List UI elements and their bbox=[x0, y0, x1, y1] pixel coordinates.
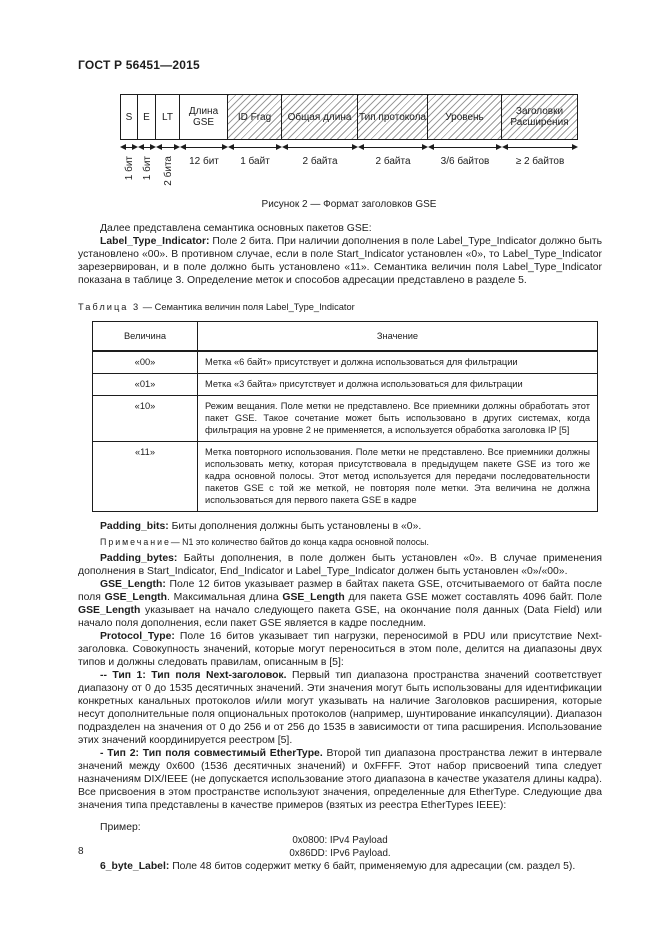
value-cell: «10» bbox=[93, 396, 198, 442]
figure-size-label: 12 бит bbox=[189, 156, 219, 167]
figure-caption: Рисунок 2 — Формат заголовков GSE bbox=[261, 199, 437, 210]
figure-cell bbox=[358, 94, 428, 140]
dimension-line bbox=[284, 147, 356, 148]
table3-body bbox=[93, 351, 598, 512]
value-cell: «01» bbox=[93, 374, 198, 396]
figure-size-label: 2 бита bbox=[163, 156, 174, 186]
dimension-line bbox=[504, 147, 576, 148]
figure-cell bbox=[228, 94, 282, 140]
dimension-line bbox=[182, 147, 226, 148]
figure-dims-row bbox=[120, 143, 578, 152]
figure-cell-label: Длина GSE bbox=[188, 106, 219, 128]
example-line-2: 0x86DD: IPv6 Payload. bbox=[289, 848, 391, 860]
example-line-1: 0x0800: IPv4 Payload bbox=[292, 835, 388, 847]
page-content bbox=[78, 58, 602, 873]
dimension-arrow bbox=[228, 143, 282, 152]
para-protocol-type: Protocol_Type: Поле 16 битов указывает тип нагрузки, переносимой в PDU или присутствие Next-заголовка. Совокупность значений, которые могут переноситься в этом поле, делится на диапазоны двух типов и должны следовать правилам, описанным в [5]: bbox=[78, 631, 602, 669]
figure-size-label: 3/6 байтов bbox=[440, 156, 490, 167]
figure-size-label: ≥ 2 байтов bbox=[515, 156, 565, 167]
table-row bbox=[93, 442, 598, 512]
dimension-arrow bbox=[282, 143, 358, 152]
page-number: 8 bbox=[78, 846, 84, 857]
para-gse-length: GSE_Length: Поле 12 битов указывает размер в байтах пакета GSE, отсчитываемого от байта после поля GSE_Length. Максимальная длина GSE_Length для пакета GSE может составлять 4096 байт. Поле GSE_Length указывает на начало следующего пакета GSE, на окончание поля данных (Data Field) или начало поля дополнения, если пакет GSE является в кадре последним. bbox=[78, 579, 602, 630]
figure-cell bbox=[282, 94, 358, 140]
figure-cell bbox=[156, 94, 180, 140]
arrowhead-right-icon bbox=[572, 144, 578, 150]
dimension-line bbox=[360, 147, 426, 148]
figure-cell-label: Заголовки Расширения bbox=[510, 106, 569, 128]
figure-gse-header-format bbox=[120, 94, 578, 210]
meaning-cell: Метка «3 байта» присутствует и должна использоваться для фильтрации bbox=[198, 374, 598, 396]
para-type-1: -- Тип 1: Тип поля Next-заголовок. Первый тип диапазона пространства значений соответствует диапазону от 0 до 1535 десятичных значений. Эти значения могут быть использованы для идентификации конкретных канальных протоколов и/или могут указывать на наличие Заголовков расширения, которые несут дополнительные поля опциональных протоколов (например, шунтирование инкапсуляции). Диапазон подразделен на значения от 0 до 256 и от 256 до 1535 в зависимости от типа расширения. Использование этих значений координируется реестром [5]. bbox=[78, 670, 602, 747]
figure-cell bbox=[138, 94, 156, 140]
figure-cell bbox=[120, 94, 138, 140]
figure-size-label: 1 бит bbox=[124, 156, 135, 181]
meaning-cell: Метка повторного использования. Поле метки не представлено. Все приемники должны использовать метку, которая присутствовала в предыдущем пакете GSE из того же кадра основной полосы. Этот метод используется для передачи последовательности пакетов GSE с той же меткой, не повторяя поле метки. Эта величина не должна использоваться для первого пакета GSE в кадре bbox=[198, 442, 598, 512]
example-label: Пример: bbox=[100, 822, 141, 834]
figure-cell-label: E bbox=[143, 111, 150, 123]
para-padding-bits: Padding_bits: Биты дополнения должны быть установлены в «0». bbox=[100, 521, 422, 533]
figure-size-label: 2 байта bbox=[302, 156, 338, 167]
value-cell: «11» bbox=[93, 442, 198, 512]
dimension-arrow bbox=[358, 143, 428, 152]
note: Примечание— N1 это количество байтов до конца кадра основной полосы. bbox=[100, 537, 429, 548]
table3 bbox=[92, 321, 598, 512]
table-row bbox=[93, 351, 598, 374]
figure-cell-label: ID Frag bbox=[237, 111, 272, 123]
dimension-arrow bbox=[428, 143, 502, 152]
para-label-type-indicator: Label_Type_Indicator: Поле 2 бита. При наличии дополнения в поле Label_Type_Indicator должно быть установлено «00». В противном случае, если в поле Start_Indicator установлен «0», то Label_Type_Indicator зарезервирован, и в поле должно быть установлено «11». Семантика величин поля Label_Type_Indicator показана в таблице 3. Определение меток и способов адресации представлено в разделе 5. bbox=[78, 236, 602, 286]
figure-cell bbox=[180, 94, 228, 140]
value-cell: «00» bbox=[93, 351, 198, 374]
paras-top bbox=[78, 222, 602, 287]
figure-size-label: 1 байт bbox=[240, 156, 270, 167]
column-header-value: Величина bbox=[93, 322, 198, 352]
para-intro: Далее представлена семантика основных пакетов GSE: bbox=[100, 223, 372, 234]
figure-cell bbox=[502, 94, 578, 140]
figure-cell-label: Уровень bbox=[445, 111, 484, 123]
figure-cell-label: LT bbox=[162, 111, 173, 123]
para-type-2: - Тип 2: Тип поля совместимый EtherType. Второй тип диапазона пространства лежит в интервале значений между 0x600 (1536 десятичных значений) и 0xFFFF. Этот набор присвоений типа следует назначениям DIX/IEEE (не допускается использование этого диапазона в качестве указателя длины кадра). Все присвоения в этом пространстве используют значения, определенные для EtherType. Следующие два значения типа представлены в качестве примеров (взятых из реестра EtherTypes IEEE): bbox=[78, 748, 603, 812]
para-padding-bytes: Padding_bytes: Байты дополнения, в поле должен быть установлен «0». В случае применения дополнения в Start_Indicator, End_Indicator и Label_Type_Indicator должен быть установлен «0»/«00». bbox=[78, 553, 602, 578]
table3-caption-label: Таблица 3 bbox=[78, 302, 141, 312]
para-6-byte-label: 6_byte_Label: Поле 48 битов содержит метку 6 байт, применяемую для адресации (см. раздел 5). bbox=[100, 861, 576, 873]
dimension-arrow bbox=[156, 143, 180, 152]
figure-cell-label: S bbox=[125, 111, 133, 123]
paras-bottom bbox=[78, 520, 602, 873]
figure-size-label: 2 байта bbox=[375, 156, 411, 167]
dimension-arrow bbox=[502, 143, 578, 152]
column-header-meaning: Значение bbox=[198, 322, 598, 352]
dimension-line bbox=[230, 147, 280, 148]
dimension-arrow bbox=[180, 143, 228, 152]
meaning-cell: Метка «6 байт» присутствует и должна использоваться для фильтрации bbox=[198, 351, 598, 374]
table3-header-row bbox=[93, 322, 598, 352]
figure-cell-label: Общая длина bbox=[287, 111, 352, 123]
dimension-arrow bbox=[138, 143, 156, 152]
figure-size-label: 1 бит bbox=[142, 156, 153, 181]
table-row bbox=[93, 396, 598, 442]
figure-cell bbox=[428, 94, 502, 140]
table-row bbox=[93, 374, 598, 396]
figure-labels-row bbox=[120, 154, 578, 192]
document-header: ГОСТ Р 56451—2015 bbox=[78, 58, 200, 72]
table3-caption-text: — Семантика величин поля Label_Type_Indicator bbox=[140, 302, 355, 312]
meaning-cell: Режим вещания. Поле метки не представлено. Все приемники должны обработать этот пакет GSE. Такое сочетание может быть использовано в других системах, когда фильтрация на уровне 2 не применяется, а используется обработка заголовка IP [5] bbox=[198, 396, 598, 442]
dimension-arrow bbox=[120, 143, 138, 152]
figure-cells-row bbox=[120, 94, 578, 140]
figure-cell-label: Тип протокола bbox=[358, 111, 427, 123]
table3-caption bbox=[78, 302, 602, 312]
dimension-line bbox=[430, 147, 500, 148]
